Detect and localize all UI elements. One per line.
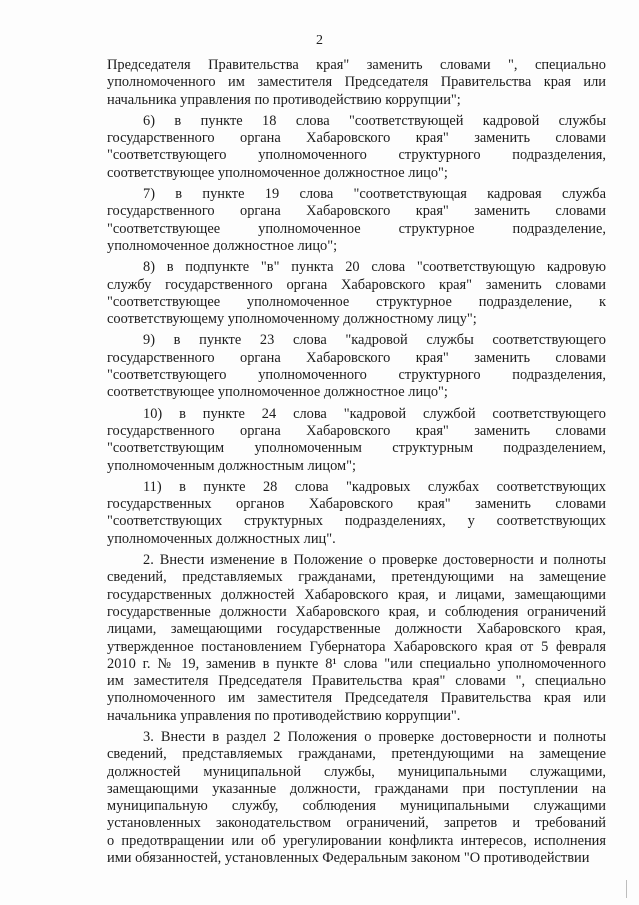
paragraph-p7	[107, 186, 606, 255]
paragraph-s2	[107, 552, 606, 725]
text-line: 2010 г. № 19, заменив в пункте 8¹ слова "или специально уполномоченного	[107, 655, 606, 672]
text-line: утвержденное постановлением Губернатора Хабаровского края от 5 февраля	[107, 638, 606, 655]
text-line: сведений, представляемых гражданами, претендующими на замещение	[107, 569, 606, 586]
text-line: должностей муниципальной службы, муниципальными служащими,	[107, 763, 606, 780]
paragraph-p10	[107, 406, 606, 475]
paragraph-p6	[107, 113, 606, 182]
document-body	[107, 57, 606, 867]
paragraph-p8	[107, 259, 606, 328]
text-line: "соответствующих структурных подразделениях, у соответствующих	[107, 513, 606, 530]
text-line: 7) в пункте 19 слова "соответствующая кадровая служба	[143, 186, 606, 203]
paragraph-p0	[107, 57, 606, 109]
paragraph-p11	[107, 479, 606, 548]
text-line: Председателя Правительства края" заменить словами ", специально	[107, 57, 606, 73]
text-line: замещающими указанные должности, гражданами при поступлении на	[107, 780, 606, 797]
text-line: 9) в пункте 23 слова "кадровой службы соответствующего	[143, 332, 606, 349]
text-line: 11) в пункте 28 слова "кадровых службах соответствующих	[143, 478, 606, 495]
text-line: "соответствующего уполномоченного структурного подразделения,	[107, 147, 606, 164]
text-line: государственного органа Хабаровского края" заменить словами	[107, 349, 606, 366]
text-line: соответствующее уполномоченное должностное лицо";	[107, 384, 448, 401]
text-line: 10) в пункте 24 слова "кадровой службой соответствующего	[143, 405, 606, 422]
text-line: государственных должностей Хабаровского края, и лицами, замещающими	[107, 586, 606, 603]
text-line: государственных органов Хабаровского края" заменить словами	[107, 496, 606, 513]
text-line: начальника управления по противодействию коррупции".	[107, 707, 461, 724]
text-line: сведений, представляемых гражданами, претендующими на замещение	[107, 746, 606, 763]
text-line: "соответствующего уполномоченного структурного подразделения,	[107, 367, 606, 384]
page-number: 2	[316, 33, 323, 48]
text-line: государственного органа Хабаровского края" заменить словами	[107, 203, 606, 220]
text-line: уполномоченных должностных лиц".	[107, 530, 336, 547]
paragraph-s3	[107, 729, 606, 867]
text-line: службу государственного органа Хабаровского края" заменить словами	[107, 276, 606, 293]
text-line: соответствующее уполномоченное должностное лицо";	[107, 164, 448, 181]
text-line: ими обязанностей, установленных Федеральным законом "О противодействии	[107, 850, 590, 867]
text-line: государственные должности Хабаровского края, и соблюдения ограничений	[107, 603, 606, 620]
text-line: государственного органа Хабаровского края" заменить словами	[107, 130, 606, 147]
text-line: "соответствующее уполномоченное структурное подразделение, к	[107, 293, 606, 310]
text-line: о предотвращении или об урегулировании конфликта интересов, исполнения	[107, 832, 606, 849]
text-line: "соответствующим уполномоченным структурным подразделением,	[107, 440, 606, 457]
text-line: установленных законодательством ограничений, запретов и требований	[107, 815, 606, 832]
text-line: 6) в пункте 18 слова "соответствующей кадровой службы	[143, 112, 606, 129]
text-line: уполномоченного им заместителя Председателя Правительства края или	[107, 74, 606, 91]
text-line: уполномоченного им заместителя Председателя Правительства края или	[107, 690, 606, 707]
text-line: начальника управления по противодействию коррупции";	[107, 91, 461, 108]
text-line: уполномоченное должностное лицо";	[107, 237, 338, 254]
text-line: им заместителя Председателя Правительства края" словами ", специально	[107, 673, 606, 690]
text-line: соответствующему уполномоченному должностному лицу";	[107, 311, 477, 328]
text-line: муниципальную службу, соблюдения муниципальными служащими	[107, 798, 606, 815]
text-line: лицами, замещающими государственные должности Хабаровского края,	[107, 621, 606, 638]
text-line: 3. Внести в раздел 2 Положения о проверке достоверности и полноты	[143, 728, 606, 745]
scan-edge-mark	[626, 880, 627, 898]
text-line: 2. Внести изменение в Положение о проверке достоверности и полноты	[143, 552, 606, 569]
text-line: государственного органа Хабаровского края" заменить словами	[107, 422, 606, 439]
text-line: "соответствующее уполномоченное структурное подразделение,	[107, 220, 606, 237]
text-line: 8) в подпункте "в" пункта 20 слова "соответствующую кадровую	[143, 259, 606, 276]
paragraph-p9	[107, 332, 606, 401]
text-line: уполномоченным должностным лицом";	[107, 457, 356, 474]
